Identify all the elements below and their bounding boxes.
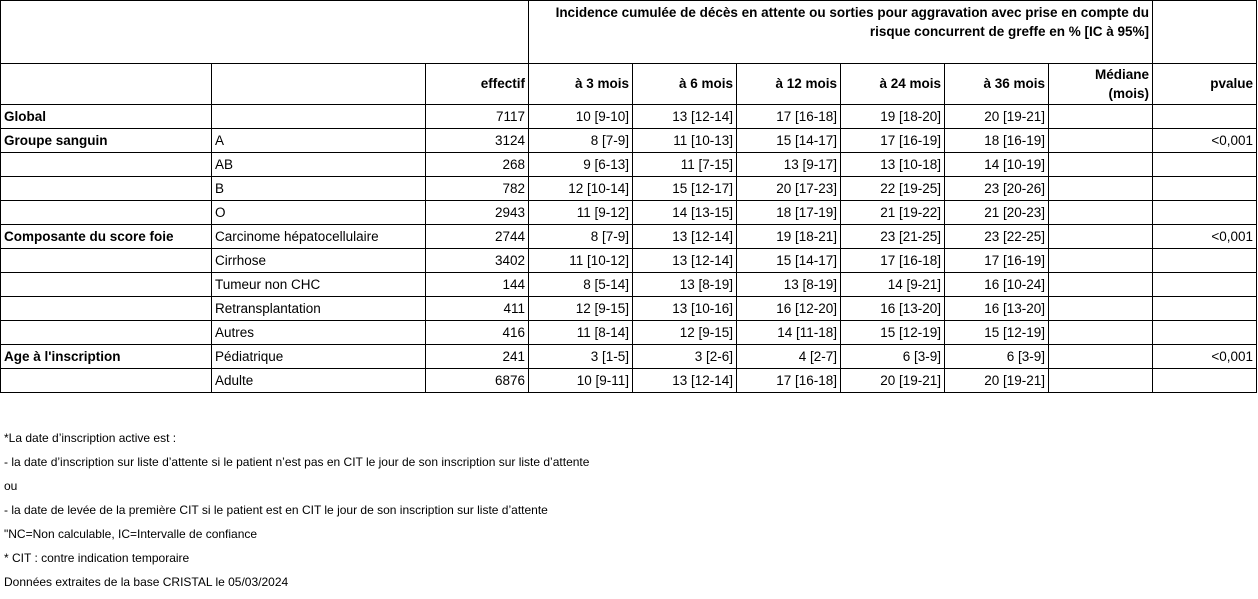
cell-m3: 10 [9-10] — [529, 105, 633, 129]
cell-mediane — [1049, 129, 1153, 153]
footnotes — [4, 431, 589, 599]
cell-m6: 13 [12-14] — [633, 249, 737, 273]
cell-m6: 15 [12-17] — [633, 177, 737, 201]
row-sub-label: Tumeur non CHC — [212, 273, 426, 297]
cell-mediane — [1049, 105, 1153, 129]
row-group-label — [1, 153, 212, 177]
cell-pvalue — [1153, 321, 1257, 345]
row-sub-label: Retransplantation — [212, 297, 426, 321]
table-row — [1, 345, 1257, 369]
row-sub-label: Pédiatrique — [212, 345, 426, 369]
cell-m36: 17 [16-19] — [945, 249, 1049, 273]
table-row — [1, 273, 1257, 297]
table-row — [1, 129, 1257, 153]
row-group-label — [1, 273, 212, 297]
header-pvalue: pvalue — [1153, 64, 1257, 105]
cell-m3: 11 [9-12] — [529, 201, 633, 225]
table-row — [1, 249, 1257, 273]
table-row — [1, 153, 1257, 177]
cell-m12: 13 [9-17] — [737, 153, 841, 177]
cell-mediane — [1049, 201, 1153, 225]
header-m24: à 24 mois — [841, 64, 945, 105]
footnote-line: * CIT : contre indication temporaire — [4, 551, 190, 565]
cell-m12: 15 [14-17] — [737, 129, 841, 153]
row-group-label: Composante du score foie — [1, 225, 212, 249]
cell-m12: 17 [16-18] — [737, 105, 841, 129]
footnote-line: - la date d’inscription sur liste d’attente si le patient n’est pas en CIT le jour de son inscription sur liste d’attente — [4, 455, 590, 469]
title-row — [1, 1, 1257, 64]
row-sub-label: Autres — [212, 321, 426, 345]
row-sub-label: Carcinome hépatocellulaire — [212, 225, 426, 249]
cell-effectif: 2943 — [426, 201, 529, 225]
table-row — [1, 297, 1257, 321]
cell-mediane — [1049, 249, 1153, 273]
table-row — [1, 369, 1257, 393]
cell-m3: 8 [7-9] — [529, 129, 633, 153]
cell-effectif: 6876 — [426, 369, 529, 393]
table-title: Incidence cumulée de décès en attente ou sorties pour aggravation avec prise en compte du risque concurrent de greffe en % [IC à 95%] — [529, 1, 1153, 64]
cell-m12: 4 [2-7] — [737, 345, 841, 369]
cell-m12: 18 [17-19] — [737, 201, 841, 225]
table-row — [1, 105, 1257, 129]
cell-m24: 19 [18-20] — [841, 105, 945, 129]
header-m36: à 36 mois — [945, 64, 1049, 105]
table-row — [1, 321, 1257, 345]
cell-m6: 11 [7-15] — [633, 153, 737, 177]
cell-pvalue: <0,001 — [1153, 129, 1257, 153]
cell-pvalue — [1153, 177, 1257, 201]
cell-m3: 8 [5-14] — [529, 273, 633, 297]
cell-effectif: 3124 — [426, 129, 529, 153]
cell-m6: 13 [8-19] — [633, 273, 737, 297]
cell-m36: 14 [10-19] — [945, 153, 1049, 177]
cell-m12: 15 [14-17] — [737, 249, 841, 273]
cell-m3: 10 [9-11] — [529, 369, 633, 393]
cell-m12: 13 [8-19] — [737, 273, 841, 297]
cell-m3: 12 [9-15] — [529, 297, 633, 321]
cell-m12: 17 [16-18] — [737, 369, 841, 393]
cell-pvalue — [1153, 297, 1257, 321]
cell-mediane — [1049, 273, 1153, 297]
row-group-label — [1, 321, 212, 345]
cell-m6: 3 [2-6] — [633, 345, 737, 369]
header-m6: à 6 mois — [633, 64, 737, 105]
cell-m12: 14 [11-18] — [737, 321, 841, 345]
cell-m24: 17 [16-18] — [841, 249, 945, 273]
row-group-label — [1, 297, 212, 321]
cell-m12: 16 [12-20] — [737, 297, 841, 321]
cell-m24: 17 [16-19] — [841, 129, 945, 153]
cell-pvalue — [1153, 249, 1257, 273]
cell-m24: 16 [13-20] — [841, 297, 945, 321]
cell-m12: 20 [17-23] — [737, 177, 841, 201]
cell-effectif: 416 — [426, 321, 529, 345]
cell-m6: 14 [13-15] — [633, 201, 737, 225]
row-sub-label: AB — [212, 153, 426, 177]
cell-m6: 11 [10-13] — [633, 129, 737, 153]
cell-m24: 21 [19-22] — [841, 201, 945, 225]
row-group-label — [1, 369, 212, 393]
header-row — [1, 64, 1257, 105]
cell-m24: 20 [19-21] — [841, 369, 945, 393]
cell-m36: 16 [13-20] — [945, 297, 1049, 321]
cell-pvalue: <0,001 — [1153, 225, 1257, 249]
cell-m6: 12 [9-15] — [633, 321, 737, 345]
row-sub-label: A — [212, 129, 426, 153]
cell-m36: 20 [19-21] — [945, 369, 1049, 393]
header-effectif: effectif — [426, 64, 529, 105]
cell-mediane — [1049, 153, 1153, 177]
row-group-label — [1, 201, 212, 225]
cell-mediane — [1049, 297, 1153, 321]
table-row — [1, 201, 1257, 225]
cell-pvalue — [1153, 105, 1257, 129]
cell-pvalue — [1153, 273, 1257, 297]
row-sub-label — [212, 105, 426, 129]
header-m3: à 3 mois — [529, 64, 633, 105]
header-blank-group — [1, 64, 212, 105]
cell-pvalue — [1153, 201, 1257, 225]
cell-effectif: 3402 — [426, 249, 529, 273]
footnote-line: - la date de levée de la première CIT si le patient est en CIT le jour de son inscription sur liste d’attente — [4, 503, 548, 517]
cell-m24: 15 [12-19] — [841, 321, 945, 345]
row-group-label: Global — [1, 105, 212, 129]
cell-m36: 21 [20-23] — [945, 201, 1049, 225]
cell-m24: 22 [19-25] — [841, 177, 945, 201]
row-sub-label: Adulte — [212, 369, 426, 393]
header-blank-sub — [212, 64, 426, 105]
cell-effectif: 2744 — [426, 225, 529, 249]
cell-m36: 23 [22-25] — [945, 225, 1049, 249]
row-sub-label: O — [212, 201, 426, 225]
table-row — [1, 225, 1257, 249]
cell-m3: 11 [10-12] — [529, 249, 633, 273]
cell-m3: 11 [8-14] — [529, 321, 633, 345]
title-blank-cell-right — [1153, 1, 1257, 64]
footnote-line: ou — [4, 479, 18, 493]
cell-pvalue — [1153, 153, 1257, 177]
row-group-label — [1, 249, 212, 273]
footnote-line: *La date d’inscription active est : — [4, 431, 177, 445]
cell-effectif: 782 — [426, 177, 529, 201]
cell-m36: 20 [19-21] — [945, 105, 1049, 129]
row-group-label — [1, 177, 212, 201]
row-group-label: Groupe sanguin — [1, 129, 212, 153]
cell-m24: 13 [10-18] — [841, 153, 945, 177]
row-sub-label: Cirrhose — [212, 249, 426, 273]
cell-m24: 14 [9-21] — [841, 273, 945, 297]
table-row — [1, 177, 1257, 201]
cell-m36: 15 [12-19] — [945, 321, 1049, 345]
cell-mediane — [1049, 225, 1153, 249]
cell-m6: 13 [12-14] — [633, 225, 737, 249]
cell-effectif: 241 — [426, 345, 529, 369]
cell-m36: 18 [16-19] — [945, 129, 1049, 153]
cell-m12: 19 [18-21] — [737, 225, 841, 249]
cell-mediane — [1049, 177, 1153, 201]
header-m12: à 12 mois — [737, 64, 841, 105]
cell-m36: 23 [20-26] — [945, 177, 1049, 201]
cell-effectif: 7117 — [426, 105, 529, 129]
cell-effectif: 411 — [426, 297, 529, 321]
cell-pvalue: <0,001 — [1153, 345, 1257, 369]
cell-m6: 13 [12-14] — [633, 369, 737, 393]
title-blank-cell — [1, 1, 529, 64]
cell-m3: 9 [6-13] — [529, 153, 633, 177]
row-sub-label: B — [212, 177, 426, 201]
cell-effectif: 268 — [426, 153, 529, 177]
cell-pvalue — [1153, 369, 1257, 393]
cell-m6: 13 [12-14] — [633, 105, 737, 129]
cell-mediane — [1049, 345, 1153, 369]
footnote-line: "NC=Non calculable, IC=Intervalle de confiance — [4, 527, 258, 541]
footnote-line: Données extraites de la base CRISTAL le 05/03/2024 — [4, 575, 289, 589]
cell-m3: 3 [1-5] — [529, 345, 633, 369]
cell-effectif: 144 — [426, 273, 529, 297]
cell-mediane — [1049, 369, 1153, 393]
cell-mediane — [1049, 321, 1153, 345]
cell-m36: 6 [3-9] — [945, 345, 1049, 369]
cell-m3: 12 [10-14] — [529, 177, 633, 201]
cell-m6: 13 [10-16] — [633, 297, 737, 321]
cell-m36: 16 [10-24] — [945, 273, 1049, 297]
cell-m3: 8 [7-9] — [529, 225, 633, 249]
cell-m24: 23 [21-25] — [841, 225, 945, 249]
header-mediane: Médiane (mois) — [1049, 64, 1153, 105]
row-group-label: Age à l'inscription — [1, 345, 212, 369]
cell-m24: 6 [3-9] — [841, 345, 945, 369]
